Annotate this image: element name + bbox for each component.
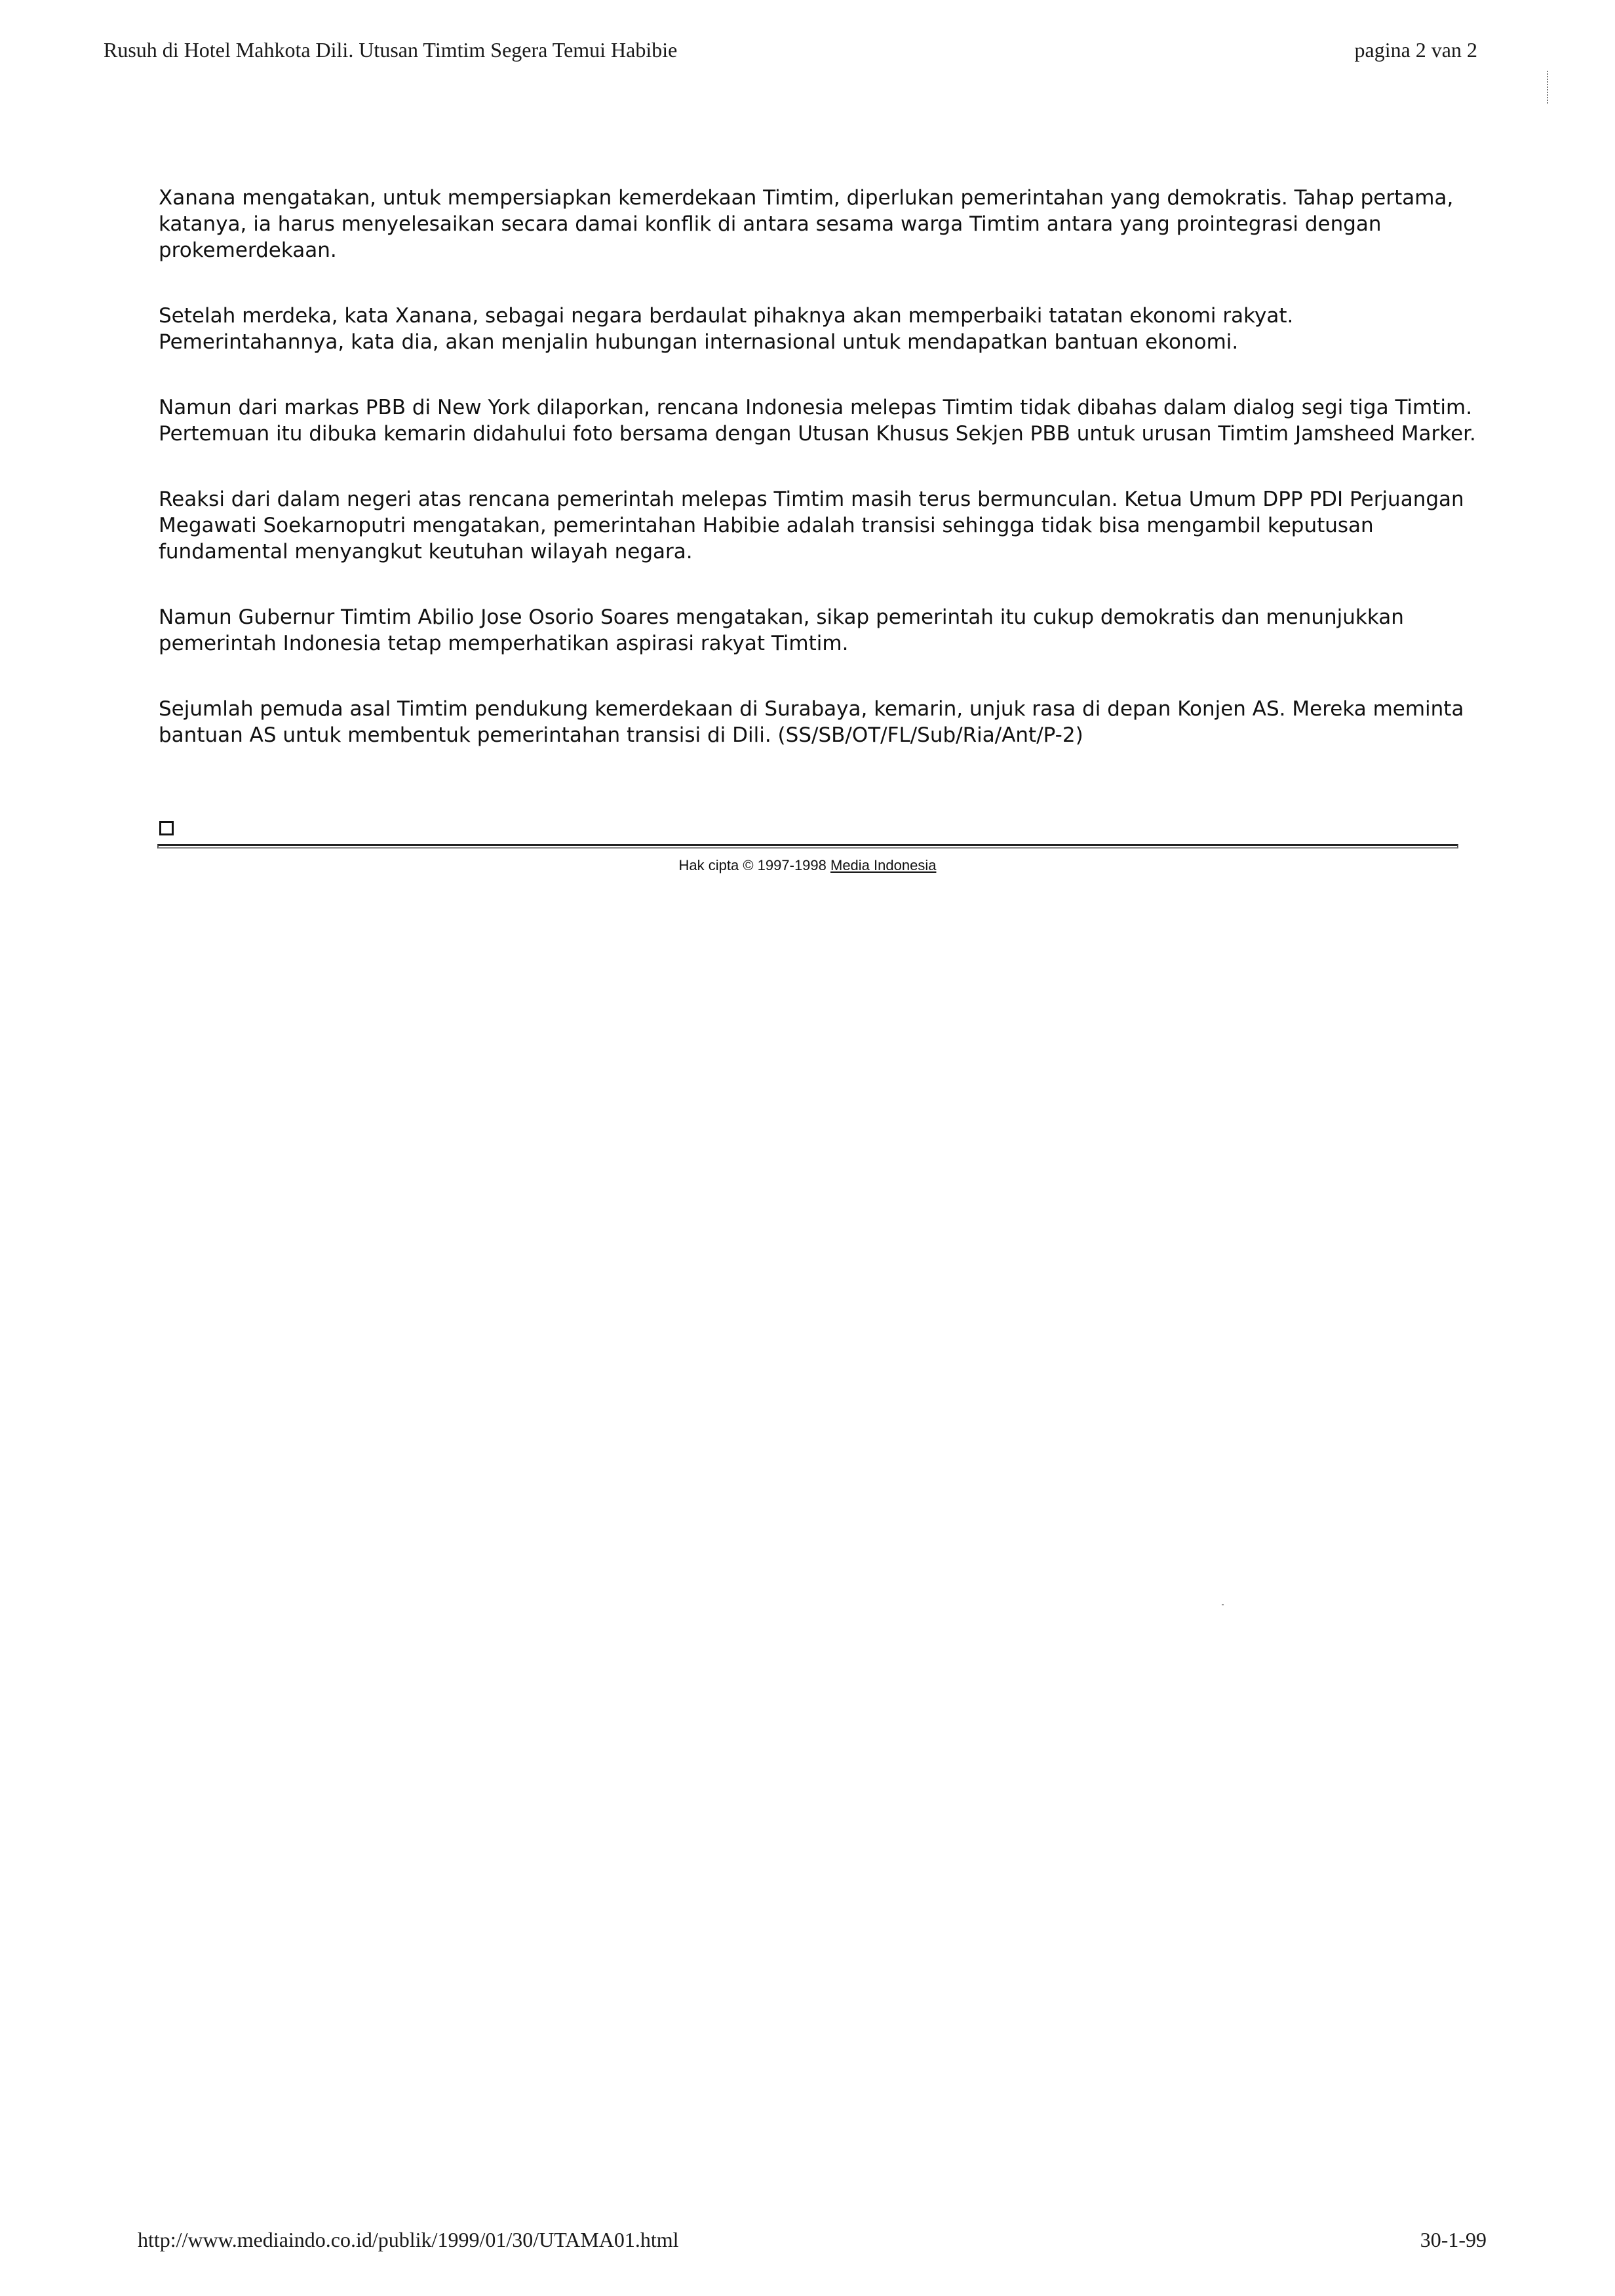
print-footer-url: http://www.mediaindo.co.id/publik/1999/01/30/UTAMA01.html [138, 2228, 679, 2251]
print-header-page-indicator: pagina 2 van 2 [1354, 38, 1477, 62]
broken-image-icon [159, 821, 174, 835]
scan-artifact [1547, 71, 1550, 104]
media-indonesia-link[interactable]: Media Indonesia [830, 857, 937, 873]
article-paragraph: Reaksi dari dalam negeri atas rencana pemerintah melepas Timtim masih terus bermunculan. Ketua Umum DPP PDI Perjuangan Megawati Soekarnoputri mengatakan, pemerintahan Habibie adalah transisi sehingga tidak bisa mengambil keputusan fundamental menyangkut keutuhan wilayah negara. [159, 488, 1464, 564]
copyright-notice [0, 857, 1615, 874]
print-footer-date: 30-1-99 [1420, 2228, 1487, 2251]
article-body [159, 185, 1483, 748]
article-paragraph: Sejumlah pemuda asal Timtim pendukung kemerdekaan di Surabaya, kemarin, unjuk rasa di depan Konjen AS. Mereka meminta bantuan AS untuk membentuk pemerintahan transisi di Dili. (SS/SB/OT/FL/Sub/Ria/Ant/P-2) [159, 697, 1464, 747]
horizontal-rule [157, 844, 1458, 849]
print-header-title: Rusuh di Hotel Mahkota Dili. Utusan Timtim Segera Temui Habibie [104, 38, 678, 62]
article-paragraph: Namun Gubernur Timtim Abilio Jose Osorio Soares mengatakan, sikap pemerintah itu cukup demokratis dan menunjukkan pemerintah Indonesia tetap memperhatikan aspirasi rakyat Timtim. [159, 605, 1404, 655]
scan-artifact [1222, 1604, 1224, 1605]
article-paragraph: Setelah merdeka, kata Xanana, sebagai negara berdaulat pihaknya akan memperbaiki tatatan ekonomi rakyat. Pemerintahannya, kata dia, akan menjalin hubungan internasional untuk mendapatkan bantuan ekonomi. [159, 304, 1294, 354]
article-paragraph: Xanana mengatakan, untuk mempersiapkan kemerdekaan Timtim, diperlukan pemerintahan yang demokratis. Tahap pertama, katanya, ia harus menyelesaikan secara damai konflik di antara sesama warga Timtim antara yang prointegrasi dengan prokemerdekaan. [159, 186, 1454, 262]
copyright-text: Hak cipta © 1997-1998 [678, 857, 830, 873]
article-paragraph: Namun dari markas PBB di New York dilaporkan, rencana Indonesia melepas Timtim tidak dibahas dalam dialog segi tiga Timtim. Pertemuan itu dibuka kemarin didahului foto bersama dengan Utusan Khusus Sekjen PBB untuk urusan Timtim Jamsheed Marker. [159, 396, 1476, 446]
